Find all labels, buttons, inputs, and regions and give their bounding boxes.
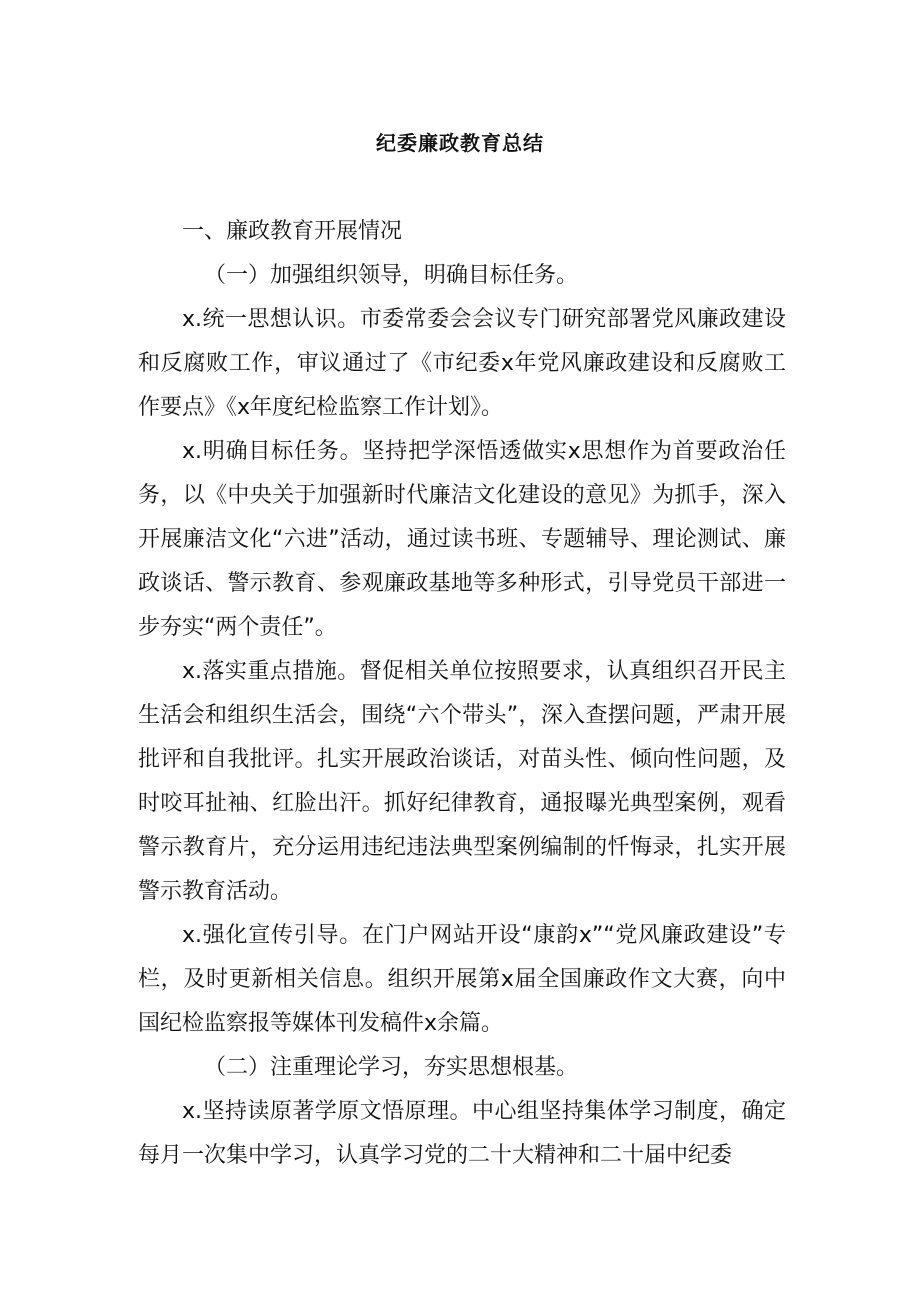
- body-paragraph: x.统一思想认识。市委常委会会议专门研究部署党风廉政建设和反腐败工作，审议通过了《市纪委x年党风廉政建设和反腐败工作要点》《x年度纪检监察工作计划》。: [138, 307, 786, 420]
- body-paragraph: x.强化宣传引导。在门户网站开设“康韵x”“党风廉政建设”专栏，及时更新相关信息。组织开展第x届全国廉政作文大赛，向中国纪检监察报等媒体刊发稿件x余篇。: [138, 923, 786, 1036]
- body-paragraph: x.坚持读原著学原文悟原理。中心组坚持集体学习制度，确定每月一次集中学习，认真学习党的二十大精神和二十届中纪委: [138, 1099, 786, 1168]
- section-heading: 一、廉政教育开展情况: [182, 219, 403, 244]
- subsection-heading: （一）加强组织领导，明确目标任务。: [204, 263, 579, 288]
- body-paragraph: x.落实重点措施。督促相关单位按照要求，认真组织召开民主生活会和组织生活会，围绕“六个带头”，深入查摆问题，严肃开展批评和自我批评。扎实开展政治谈话，对苗头性、倾向性问题，及时咬耳扯袖、红脸出汗。抓好纪律教育，通报曝光典型案例，观看警示教育片，充分运用违纪违法典型案例编制的忏悔录，扎实开展警示教育活动。: [138, 659, 786, 904]
- document-title: 纪委廉政教育总结: [376, 131, 544, 155]
- body-paragraph: x.明确目标任务。坚持把学深悟透做实x思想作为首要政治任务，以《中央关于加强新时代廉洁文化建设的意见》为抓手，深入开展廉洁文化“六进”活动，通过读书班、专题辅导、理论测试、廉政谈话、警示教育、参观廉政基地等多种形式，引导党员干部进一步夯实“两个责任”。: [138, 439, 786, 640]
- subsection-heading: （二）注重理论学习，夯实思想根基。: [204, 1055, 579, 1080]
- document-body: [138, 210, 786, 1178]
